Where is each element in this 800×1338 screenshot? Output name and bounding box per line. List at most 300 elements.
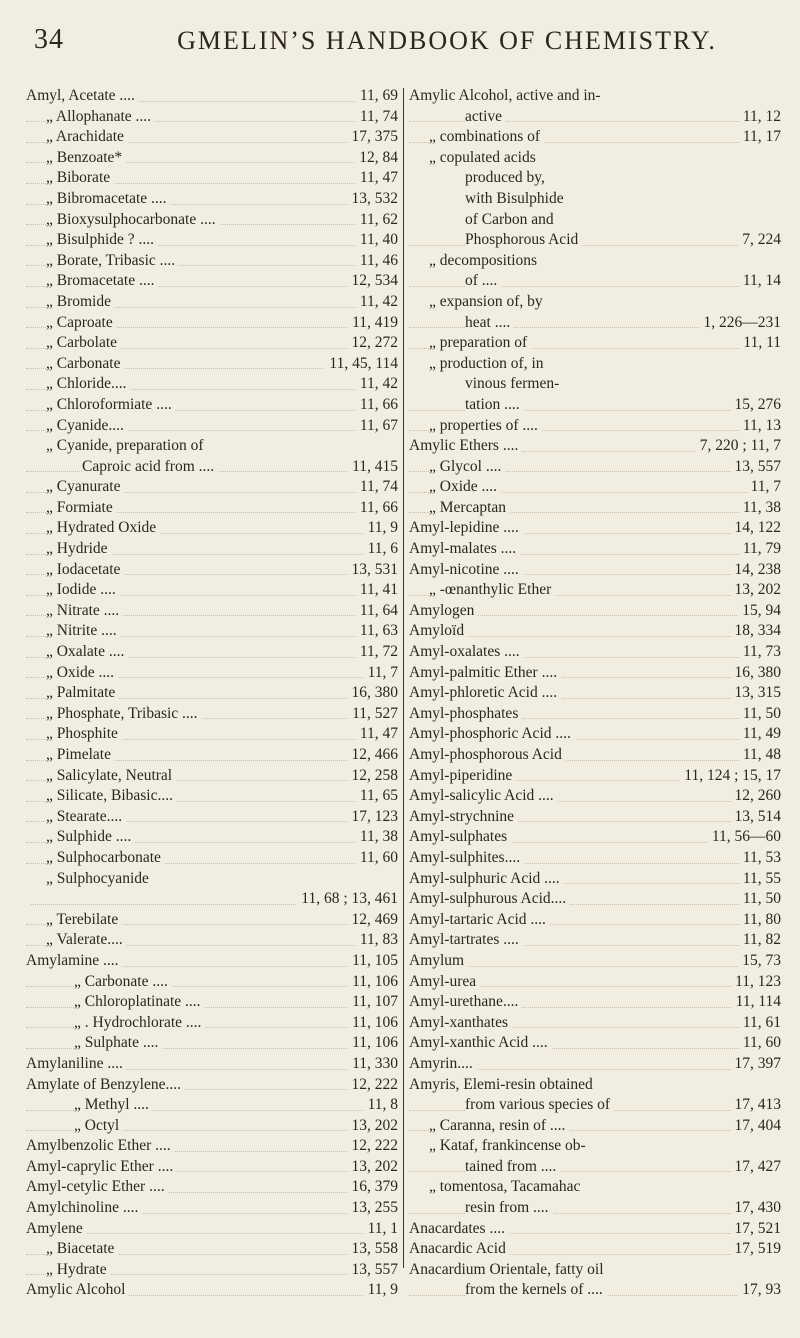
entry-text: „ Carbonate <box>46 355 124 372</box>
entry-text: „ Bibromacetate .... <box>46 190 171 207</box>
entry-reference: 15, 94 <box>738 601 781 622</box>
index-entry <box>26 724 398 745</box>
entry-text: „ Bisulphide ? .... <box>46 231 158 248</box>
entry-text: Amyl-phosphorous Acid <box>409 746 566 763</box>
index-entry <box>26 972 398 993</box>
entry-reference: 11, 53 <box>739 848 781 869</box>
entry-reference: 17, 123 <box>348 807 399 828</box>
index-entry <box>409 766 781 787</box>
entry-text: Amyl-tartrates .... <box>409 931 523 948</box>
entry-text: „ Chloroplatinate .... <box>74 993 205 1010</box>
entry-reference: 11, 41 <box>356 580 398 601</box>
entry-reference: 11, 42 <box>356 374 398 395</box>
entry-reference: 12, 534 <box>348 271 399 292</box>
entry-text: Amyl-sulphuric Acid .... <box>409 870 564 887</box>
entry-reference: 17, 521 <box>731 1219 782 1240</box>
index-entry <box>26 601 398 622</box>
index-entry <box>26 539 398 560</box>
index-entry <box>409 1260 781 1281</box>
entry-text: Anacardates .... <box>409 1220 509 1237</box>
index-entry <box>26 436 398 457</box>
index-entry <box>26 848 398 869</box>
entry-text: „ Hydride <box>46 540 112 557</box>
index-entry <box>26 827 398 848</box>
index-entry <box>409 951 781 972</box>
entry-text: „ Cyanide.... <box>46 417 128 434</box>
entry-text: Amylamine .... <box>26 952 123 969</box>
entry-reference: 11, 17 <box>739 127 781 148</box>
entry-reference: 7, 220 ; 11, 7 <box>696 436 781 457</box>
entry-reference: 11, 72 <box>356 642 398 663</box>
entry-text: „ combinations of <box>429 128 544 145</box>
index-entry <box>409 889 781 910</box>
entry-text: Amyl-xanthic Acid .... <box>409 1034 552 1051</box>
index-entry <box>409 1033 781 1054</box>
index-entry <box>26 642 398 663</box>
entry-reference: 11, 68 ; 13, 461 <box>297 889 398 910</box>
entry-reference: 13, 202 <box>348 1157 399 1178</box>
entry-text: Amyl-palmitic Ether .... <box>409 664 561 681</box>
entry-text: „ Carbolate <box>46 334 121 351</box>
entry-text: Amyl-phosphates <box>409 705 522 722</box>
entry-text: „ Cyanide, preparation of <box>46 437 208 454</box>
index-entry <box>26 1219 398 1240</box>
entry-reference: 17, 430 <box>731 1198 782 1219</box>
entry-text: „ properties of .... <box>429 417 542 434</box>
entry-reference: 11, 9 <box>364 1280 398 1301</box>
entry-text: „ Hydrate <box>46 1261 111 1278</box>
index-entry <box>409 230 781 251</box>
entry-text: „ Palmitate <box>46 684 119 701</box>
index-entry <box>409 807 781 828</box>
index-entry <box>26 889 398 910</box>
index-entry <box>409 86 781 107</box>
entry-reference: 11, 50 <box>739 704 781 725</box>
index-entry <box>409 724 781 745</box>
entry-reference: 13, 255 <box>348 1198 399 1219</box>
entry-reference: 13, 202 <box>731 580 782 601</box>
entry-text: „ Mercaptan <box>429 499 510 516</box>
entry-reference: 11, 12 <box>739 107 781 128</box>
index-entry <box>409 621 781 642</box>
entry-reference: 12, 469 <box>348 910 399 931</box>
entry-text: „ Caranna, resin of .... <box>429 1117 569 1134</box>
entry-reference: 15, 276 <box>731 395 782 416</box>
entry-text: „ Glycol .... <box>429 458 505 475</box>
entry-reference: 16, 380 <box>348 683 399 704</box>
page-header <box>28 20 776 60</box>
entry-text: Amyloïd <box>409 622 468 639</box>
entry-reference: 13, 557 <box>731 457 782 478</box>
index-entry <box>26 271 398 292</box>
entry-text: „ copulated acids <box>429 149 540 166</box>
entry-text: „ Phosphite <box>46 725 122 742</box>
entry-text: „ Salicylate, Neutral <box>46 767 176 784</box>
index-entry <box>409 992 781 1013</box>
entry-text: „ Terebilate <box>46 911 122 928</box>
index-entry <box>409 786 781 807</box>
index-entry <box>26 518 398 539</box>
entry-reference: 11, 14 <box>739 271 781 292</box>
entry-reference: 17, 427 <box>731 1157 782 1178</box>
entry-text: „ Stearate.... <box>46 808 126 825</box>
index-entry <box>26 210 398 231</box>
index-entry <box>26 992 398 1013</box>
entry-text: Caproic acid from .... <box>82 458 218 475</box>
entry-reference: 11, 7 <box>747 477 781 498</box>
index-entry <box>409 1095 781 1116</box>
entry-reference: 12, 222 <box>348 1075 399 1096</box>
entry-reference: 11, 107 <box>348 992 398 1013</box>
index-entry <box>409 642 781 663</box>
index-entry <box>409 1116 781 1137</box>
index-entry <box>26 292 398 313</box>
entry-reference: 11, 124 ; 15, 17 <box>680 766 781 787</box>
entry-text: „ Sulphocyanide <box>46 870 153 887</box>
index-entry <box>26 745 398 766</box>
entry-text: Amylogen <box>409 602 478 619</box>
page-number: 34 <box>34 24 64 55</box>
entry-text: Amyl-salicylic Acid .... <box>409 787 558 804</box>
entry-text: „ Oxalate .... <box>46 643 128 660</box>
entry-text: Amyl-phloretic Acid .... <box>409 684 561 701</box>
entry-text: produced by, <box>465 169 549 186</box>
entry-reference: 11, 9 <box>364 518 398 539</box>
entry-reference: 11, 40 <box>356 230 398 251</box>
entry-reference: 13, 514 <box>731 807 782 828</box>
entry-reference: 17, 397 <box>731 1054 782 1075</box>
entry-reference: 17, 404 <box>731 1116 782 1137</box>
index-entry <box>409 704 781 725</box>
entry-text: tation .... <box>465 396 524 413</box>
entry-text: „ Chloroformiate .... <box>46 396 176 413</box>
entry-reference: 12, 258 <box>348 766 399 787</box>
index-entry <box>26 1136 398 1157</box>
entry-reference: 12, 84 <box>355 148 398 169</box>
entry-text: „ Octyl <box>74 1117 123 1134</box>
entry-reference: 11, 46 <box>356 251 398 272</box>
index-entry <box>26 1260 398 1281</box>
entry-text: active <box>465 108 506 125</box>
index-entry <box>26 786 398 807</box>
right-index-column <box>409 86 781 1301</box>
index-entry <box>409 560 781 581</box>
entry-reference: 11, 106 <box>348 972 398 993</box>
index-entry <box>409 354 781 375</box>
index-entry <box>409 1013 781 1034</box>
index-entry <box>26 704 398 725</box>
entry-reference: 13, 202 <box>348 1116 399 1137</box>
index-entry <box>26 333 398 354</box>
entry-reference: 11, 49 <box>739 724 781 745</box>
entry-text: Phosphorous Acid <box>465 231 582 248</box>
entry-text: Amylate of Benzylene.... <box>26 1076 185 1093</box>
entry-text: „ Biborate <box>46 169 114 186</box>
index-entry <box>409 1157 781 1178</box>
entry-reference: 13, 315 <box>731 683 782 704</box>
entry-text: „ tomentosa, Tacamahac <box>429 1178 584 1195</box>
entry-reference: 11, 64 <box>356 601 398 622</box>
entry-text: „ Carbonate .... <box>74 973 172 990</box>
entry-text: Amyl-urea <box>409 973 480 990</box>
index-entry <box>26 251 398 272</box>
entry-text: Amyl-strychnine <box>409 808 518 825</box>
index-entry <box>409 251 781 272</box>
index-entry <box>409 168 781 189</box>
index-entry <box>409 416 781 437</box>
entry-reference: 11, 80 <box>739 910 781 931</box>
entry-text: „ Silicate, Bibasic.... <box>46 787 177 804</box>
index-entry <box>409 333 781 354</box>
index-entry <box>409 189 781 210</box>
entry-text: „ decompositions <box>429 252 541 269</box>
entry-text: „ Iodide .... <box>46 581 120 598</box>
index-entry <box>26 313 398 334</box>
entry-text: Amyrin.... <box>409 1055 477 1072</box>
index-entry <box>409 374 781 395</box>
entry-text: „ Allophanate .... <box>46 108 155 125</box>
left-index-column <box>26 86 398 1301</box>
index-entry <box>26 910 398 931</box>
index-entry <box>26 498 398 519</box>
index-entry <box>409 1219 781 1240</box>
index-entry <box>409 436 781 457</box>
entry-text: „ Bromacetate .... <box>46 272 158 289</box>
entry-text: vinous fermen- <box>465 375 563 392</box>
index-entry <box>26 1054 398 1075</box>
entry-text: „ Phosphate, Tribasic .... <box>46 705 202 722</box>
entry-reference: 11, 73 <box>739 642 781 663</box>
entry-text: „ Benzoate* <box>46 149 126 166</box>
entry-text: Amyl, Acetate .... <box>26 87 139 104</box>
entry-text: „ Nitrite .... <box>46 622 121 639</box>
entry-text: Anacardic Acid <box>409 1240 510 1257</box>
entry-reference: 11, 47 <box>356 168 398 189</box>
entry-reference: 11, 7 <box>364 663 398 684</box>
entry-text: „ Bromide <box>46 293 115 310</box>
entry-reference: 13, 531 <box>348 560 399 581</box>
entry-text: Amyl-caprylic Ether .... <box>26 1158 177 1175</box>
entry-reference: 11, 330 <box>348 1054 398 1075</box>
entry-text: „ production of, in <box>429 355 548 372</box>
entry-reference: 11, 45, 114 <box>325 354 398 375</box>
index-entry <box>26 766 398 787</box>
entry-reference: 11, 527 <box>348 704 398 725</box>
entry-reference: 11, 106 <box>348 1013 398 1034</box>
entry-reference: 11, 105 <box>348 951 398 972</box>
index-entry <box>409 1075 781 1096</box>
index-entry <box>26 930 398 951</box>
entry-text: tained from .... <box>465 1158 560 1175</box>
entry-reference: 11, 419 <box>348 313 398 334</box>
entry-text: Amyl-sulphites.... <box>409 849 524 866</box>
entry-text: „ Nitrate .... <box>46 602 123 619</box>
index-entry <box>26 477 398 498</box>
entry-text: Amyl-sulphurous Acid.... <box>409 890 570 907</box>
index-entry <box>409 1198 781 1219</box>
index-entry <box>26 1177 398 1198</box>
entry-text: Amyl-phosphoric Acid .... <box>409 725 575 742</box>
entry-text: „ Caproate <box>46 314 117 331</box>
index-entry <box>26 580 398 601</box>
entry-text: from various species of <box>465 1096 614 1113</box>
entry-reference: 11, 79 <box>739 539 781 560</box>
index-entry <box>26 416 398 437</box>
entry-reference: 11, 48 <box>739 745 781 766</box>
index-entry <box>26 395 398 416</box>
entry-text: Amylic Ethers .... <box>409 437 522 454</box>
index-entry <box>26 1075 398 1096</box>
index-entry <box>26 107 398 128</box>
index-entry <box>409 148 781 169</box>
entry-text: Amyl-xanthates <box>409 1014 512 1031</box>
index-entry <box>409 910 781 931</box>
entry-text: from the kernels of .... <box>465 1281 607 1298</box>
index-entry <box>409 580 781 601</box>
entry-text: Amyl-malates .... <box>409 540 520 557</box>
index-entry <box>26 869 398 890</box>
entry-text <box>26 890 30 907</box>
entry-reference: 11, 1 <box>364 1219 398 1240</box>
entry-text: „ Sulphocarbonate <box>46 849 165 866</box>
index-entry <box>409 1239 781 1260</box>
index-entry <box>409 292 781 313</box>
entry-reference: 11, 47 <box>356 724 398 745</box>
index-entry <box>26 354 398 375</box>
entry-text: „ . Hydrochlorate .... <box>74 1014 205 1031</box>
entry-reference: 11, 56—60 <box>708 827 781 848</box>
entry-text: „ Oxide .... <box>429 478 501 495</box>
entry-reference: 12, 272 <box>348 333 399 354</box>
index-entry <box>409 313 781 334</box>
entry-reference: 16, 379 <box>348 1177 399 1198</box>
index-entry <box>26 148 398 169</box>
entry-reference: 11, 66 <box>356 498 398 519</box>
entry-reference: 11, 13 <box>739 416 781 437</box>
entry-text: with Bisulphide <box>465 190 568 207</box>
index-entry <box>409 869 781 890</box>
index-entry <box>26 457 398 478</box>
entry-text: „ Formiate <box>46 499 117 516</box>
entry-reference: 11, 114 <box>732 992 781 1013</box>
entry-reference: 11, 106 <box>348 1033 398 1054</box>
index-entry <box>409 930 781 951</box>
index-entry <box>26 374 398 395</box>
index-entry <box>409 539 781 560</box>
running-title: GMELIN’S HANDBOOK OF CHEMISTRY. <box>177 26 717 55</box>
entry-reference: 11, 60 <box>356 848 398 869</box>
entry-reference: 13, 532 <box>348 189 399 210</box>
entry-text: „ Arachidate <box>46 128 128 145</box>
entry-reference: 16, 380 <box>731 663 782 684</box>
index-entry <box>409 1177 781 1198</box>
index-entry <box>409 683 781 704</box>
entry-reference: 11, 61 <box>739 1013 781 1034</box>
entry-text: „ Iodacetate <box>46 561 124 578</box>
entry-text: „ Sulphide .... <box>46 828 135 845</box>
entry-reference: 11, 69 <box>356 86 398 107</box>
index-entry <box>409 601 781 622</box>
entry-reference: 11, 50 <box>739 889 781 910</box>
entry-reference: 11, 123 <box>731 972 781 993</box>
entry-reference: 12, 260 <box>731 786 782 807</box>
entry-text: resin from .... <box>465 1199 553 1216</box>
entry-text: Amyl-oxalates .... <box>409 643 524 660</box>
entry-reference: 15, 73 <box>738 951 781 972</box>
entry-text: of .... <box>465 272 501 289</box>
index-entry <box>409 477 781 498</box>
entry-reference: 11, 8 <box>364 1095 398 1116</box>
entry-reference: 17, 413 <box>731 1095 782 1116</box>
entry-text: „ Biacetate <box>46 1240 118 1257</box>
index-entry <box>409 395 781 416</box>
entry-text: „ Methyl .... <box>74 1096 153 1113</box>
entry-reference: 11, 415 <box>348 457 398 478</box>
entry-text: „ Borate, Tribasic .... <box>46 252 179 269</box>
entry-reference: 11, 66 <box>356 395 398 416</box>
index-entry <box>409 107 781 128</box>
entry-text: Amylic Alcohol <box>26 1281 129 1298</box>
index-entry <box>409 127 781 148</box>
index-entry <box>409 1280 781 1301</box>
entry-reference: 11, 60 <box>739 1033 781 1054</box>
index-entry <box>26 807 398 828</box>
entry-reference: 18, 334 <box>731 621 782 642</box>
entry-reference: 11, 11 <box>739 333 781 354</box>
entry-text: „ Bioxysulphocarbonate .... <box>46 211 220 228</box>
column-divider <box>403 88 404 1268</box>
entry-reference: 1, 226—231 <box>700 313 782 334</box>
entry-reference: 7, 224 <box>738 230 781 251</box>
entry-text: „ Chloride.... <box>46 375 131 392</box>
entry-text: „ Cyanurate <box>46 478 124 495</box>
entry-text: „ Oxide .... <box>46 664 118 681</box>
index-entry <box>409 1054 781 1075</box>
entry-text: „ Sulphate .... <box>74 1034 162 1051</box>
index-entry <box>26 560 398 581</box>
index-entry <box>26 1157 398 1178</box>
entry-reference: 11, 62 <box>356 210 398 231</box>
index-entry <box>26 168 398 189</box>
entry-reference: 17, 93 <box>738 1280 781 1301</box>
entry-reference: 11, 82 <box>739 930 781 951</box>
index-entry <box>409 745 781 766</box>
entry-text: Amyl-nicotine .... <box>409 561 523 578</box>
index-entry <box>409 498 781 519</box>
entry-reference: 11, 38 <box>739 498 781 519</box>
index-entry <box>26 663 398 684</box>
entry-text: Amyl-cetylic Ether .... <box>26 1178 169 1195</box>
entry-text: „ Valerate.... <box>46 931 127 948</box>
index-entry <box>26 1033 398 1054</box>
entry-text: Amyris, Elemi-resin obtained <box>409 1076 597 1093</box>
index-entry <box>409 663 781 684</box>
entry-reference: 11, 6 <box>364 539 398 560</box>
entry-reference: 11, 65 <box>356 786 398 807</box>
entry-text: of Carbon and <box>465 211 558 228</box>
entry-text: Anacardium Orientale, fatty oil <box>409 1261 608 1278</box>
entry-text: heat .... <box>465 314 514 331</box>
entry-text: „ Pimelate <box>46 746 115 763</box>
entry-text: Amyl-piperidine <box>409 767 516 784</box>
index-entry <box>26 1013 398 1034</box>
entry-reference: 11, 67 <box>356 416 398 437</box>
entry-reference: 13, 558 <box>348 1239 399 1260</box>
entry-text: Amylbenzolic Ether .... <box>26 1137 175 1154</box>
entry-reference: 11, 55 <box>739 869 781 890</box>
index-entry <box>26 1116 398 1137</box>
entry-reference: 12, 222 <box>348 1136 399 1157</box>
